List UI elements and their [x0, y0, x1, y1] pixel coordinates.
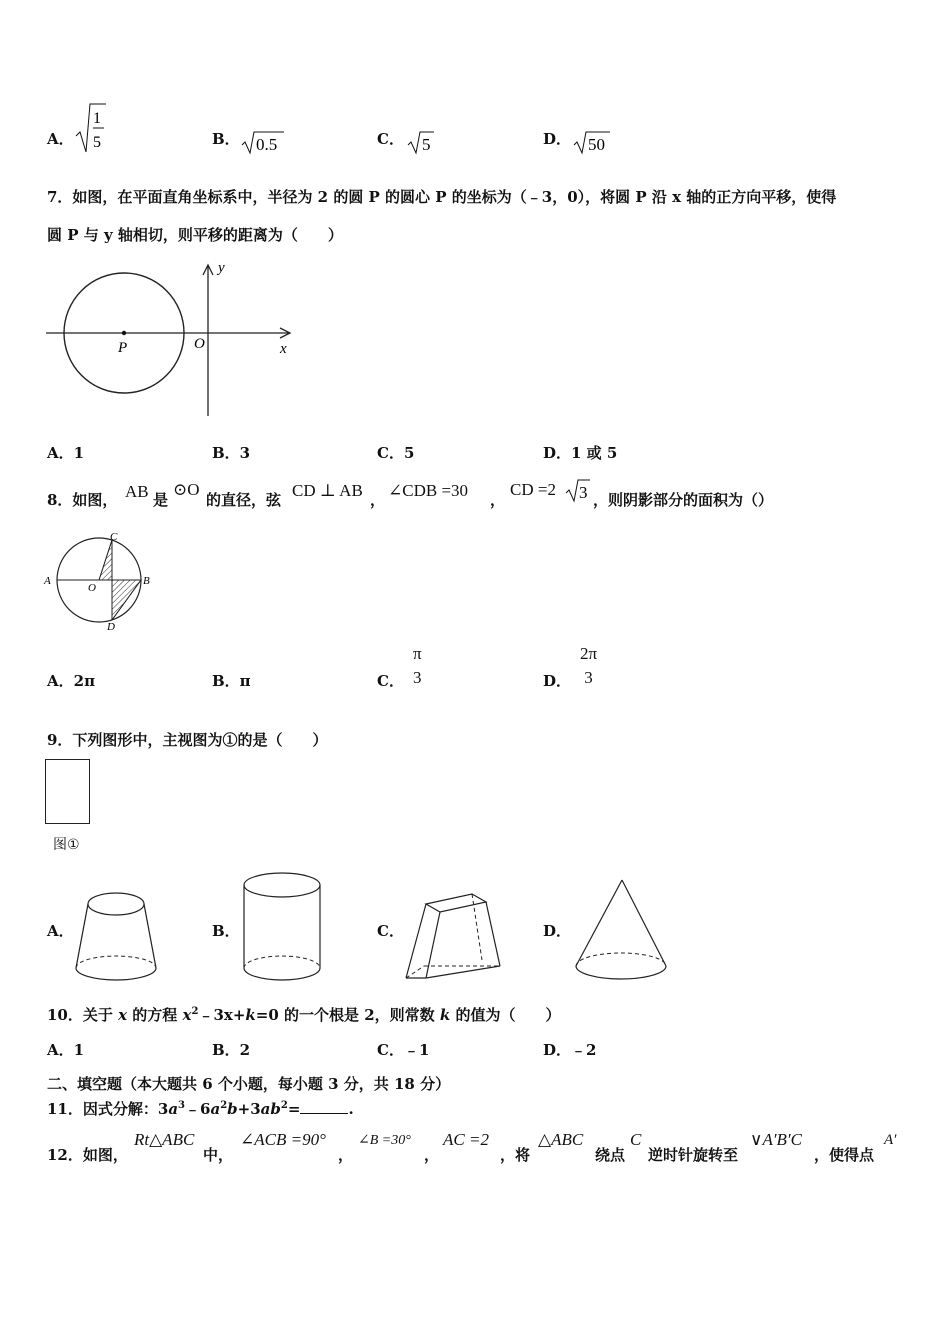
q6-option-b-sqrt [240, 130, 284, 156]
q9-text: 9．下列图形中，主视图为①的是（ ） [47, 731, 328, 749]
q6-option-d[interactable]: D． [543, 130, 572, 148]
q8-option-a[interactable]: A．2π [47, 672, 96, 690]
q7-origin-label: O [194, 336, 205, 352]
q8-ab: AB [125, 482, 149, 501]
q8-suffix: ，则阴影部分的面积为（） [593, 491, 774, 509]
q12-point-a-prime: A′ [884, 1132, 897, 1148]
q10-option-a[interactable]: A．1 [47, 1041, 85, 1059]
q8-option-c[interactable]: C． [377, 672, 404, 690]
q6-a-num: 1 [93, 110, 101, 127]
q12-triangle-abc: △ABC [538, 1130, 584, 1149]
q6-option-a-sqrt-fraction [74, 102, 108, 154]
q8-label-o: O [88, 582, 96, 594]
q10-option-c[interactable]: C．﹣1 [377, 1041, 430, 1059]
q8-shi: 是 [153, 491, 169, 509]
q12-ac: AC =2 [443, 1130, 489, 1149]
q12-shide: ，使得点 [814, 1146, 875, 1164]
q10-text: 10．关于 x 的方程 $x^2﹣3x+k=0$ 的一个根是 2，则常数 k 的值为（ ） [47, 1006, 561, 1024]
q6-option-a[interactable]: A． [47, 130, 74, 148]
q6-option-c-sqrt [406, 130, 436, 156]
q8-shaded-lower [112, 580, 141, 620]
q8-perp: CD ⊥ AB [292, 481, 363, 500]
q7-y-label: y [218, 260, 225, 276]
q8-label-c: C [110, 532, 118, 543]
q12-comma1: ， [338, 1146, 354, 1164]
section2-heading: 二、填空题（本大题共 6 个小题，每小题 3 分，共 18 分） [47, 1075, 451, 1093]
q8-diameter-text: 的直径，弦 [206, 491, 282, 509]
q12-prefix: 12．如图， [47, 1146, 128, 1164]
q7-option-a[interactable]: A．1 [47, 444, 85, 462]
q6-option-b[interactable]: B． [212, 130, 240, 148]
q7-text-line2: 圆 P 与 y 轴相切，则平移的距离为（ ） [47, 226, 343, 244]
q6-option-c[interactable]: C． [377, 130, 404, 148]
q7-text-line1: 7．如图，在平面直角坐标系中，半径为 2 的圆 P 的圆心 P 的坐标为（﹣3，0），将圆 P 沿 x 轴的正方向平移，使得 [47, 188, 837, 206]
q12-rao: 绕点 [595, 1146, 626, 1164]
q9-option-b[interactable]: B． [212, 922, 240, 940]
q7-center-point [122, 331, 126, 335]
q8-comma1: ， [370, 491, 386, 509]
q9-option-a-frustum [70, 888, 162, 988]
q7-p-label: P [118, 340, 128, 356]
q6-d-val: 50 [588, 135, 605, 154]
q10-option-d[interactable]: D．﹣2 [543, 1041, 597, 1059]
q8-sqrt3 [565, 478, 591, 504]
q12-triangle-a-b-c: ∨A′B′C [750, 1130, 802, 1149]
q6-b-val: 0.5 [256, 135, 278, 154]
q8-option-d[interactable]: D． [543, 672, 572, 690]
q12-point-c: C [630, 1130, 642, 1149]
q6-option-d-sqrt [572, 130, 612, 156]
q12-angle-b: ∠B =30° [358, 1133, 411, 1148]
q8-figure [42, 532, 152, 632]
q9-option-d-cone [570, 876, 670, 982]
q7-option-d[interactable]: D．1 或 5 [543, 444, 618, 462]
q12-ni: 逆时针旋转至 [648, 1146, 739, 1164]
q12-angle-acb: ∠ACB =90° [240, 1130, 326, 1149]
q9-option-c-prism-frustum [402, 886, 506, 982]
q9-option-c[interactable]: C． [377, 922, 404, 940]
q9-option-b-cylinder [240, 870, 324, 986]
q7-x-label: x [280, 341, 287, 357]
q12-comma2: ， [424, 1146, 440, 1164]
q8-label-b: B [143, 575, 150, 587]
q8-option-c-fraction: π 3 [413, 644, 422, 687]
q8-label-d: D [107, 621, 115, 632]
q9-figure-label: 图① [53, 837, 80, 853]
q8-cd-eq: CD =2 [510, 480, 556, 499]
q8-prefix: 8．如图， [47, 491, 118, 509]
q7-option-c[interactable]: C．5 [377, 444, 415, 462]
q8-option-b[interactable]: B．π [212, 672, 251, 690]
q12-rt-abc: Rt△ABC [134, 1130, 195, 1149]
q8-angle: ∠CDB =30 [388, 481, 469, 500]
q12-zhong: 中， [203, 1146, 234, 1164]
q6-c-val: 5 [422, 135, 431, 154]
q8-comma2: ， [490, 491, 506, 509]
q11-answer-blank[interactable] [300, 1113, 348, 1114]
q8-option-d-fraction: 2π 3 [580, 644, 598, 687]
q9-option-d[interactable]: D． [543, 922, 572, 940]
q7-option-b[interactable]: B．3 [212, 444, 251, 462]
q7-figure [44, 258, 296, 420]
q6-a-den: 5 [93, 134, 101, 151]
q10-option-b[interactable]: B．2 [212, 1041, 251, 1059]
q8-shaded-upper [99, 540, 112, 580]
q11-text: 11．因式分解：$3a^3﹣6a^2b+3ab^2=$ . [47, 1100, 354, 1118]
q9-front-view-rectangle [45, 759, 90, 824]
q12-jiang: ，将 [500, 1146, 531, 1164]
q8-circle-o: ⊙O [173, 480, 200, 499]
q8-three: 3 [579, 483, 588, 502]
q9-option-a[interactable]: A． [47, 922, 74, 940]
q8-label-a: A [44, 575, 51, 587]
